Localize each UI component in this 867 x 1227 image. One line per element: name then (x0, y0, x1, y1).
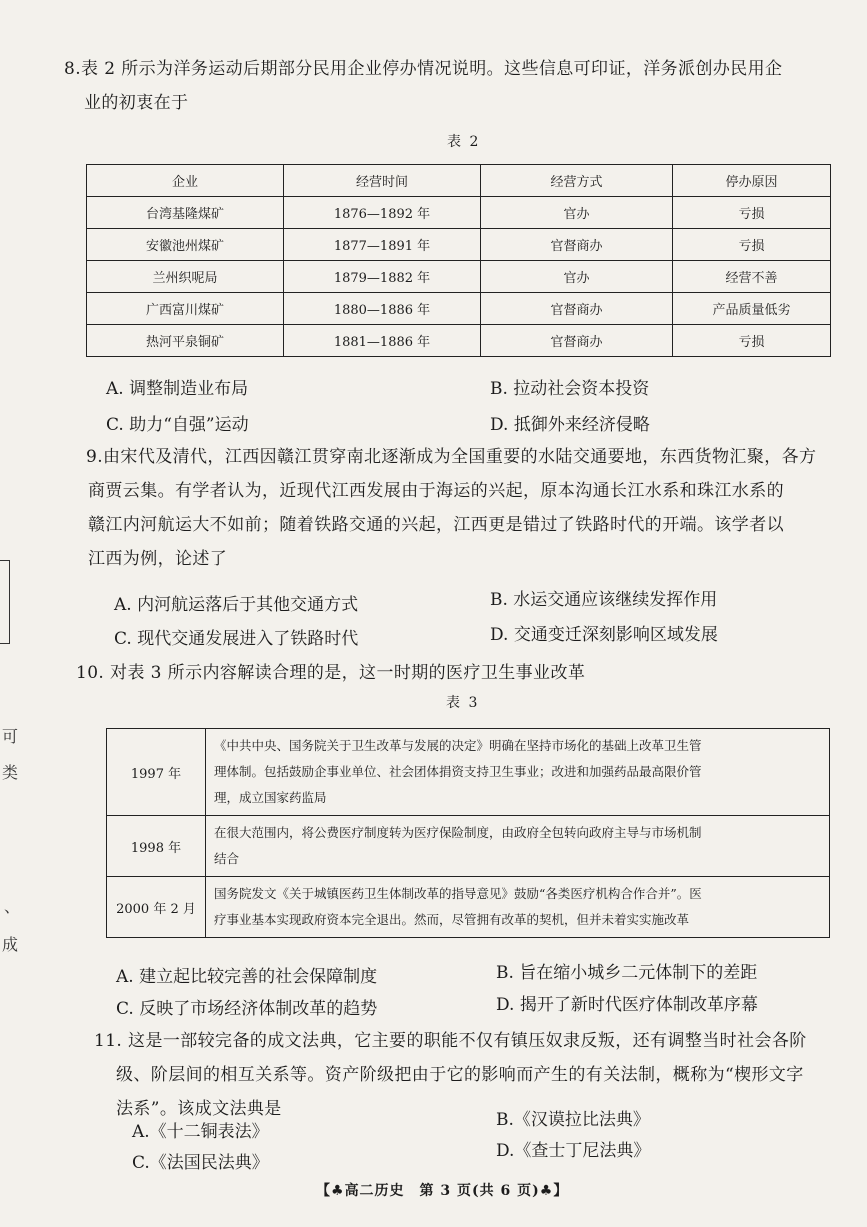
table-cell: 官办 (481, 197, 673, 229)
margin-mark: 类 (2, 763, 19, 782)
table-cell: 热河平泉铜矿 (87, 325, 284, 357)
table-header-cell: 停办原因 (673, 165, 831, 197)
table-cell: 1880—1886 年 (284, 293, 481, 325)
club-icon: ♣ (331, 1183, 345, 1199)
table-row (87, 197, 831, 229)
table-2 (86, 164, 831, 357)
table-row (87, 261, 831, 293)
table-cell: 官督商办 (481, 325, 673, 357)
table-cell: 台湾基隆煤矿 (87, 197, 284, 229)
option-a[interactable]: A. 调整制造业布局 (106, 379, 249, 399)
table-content-line: 理，成立国家药监局 (214, 790, 327, 805)
table-row (107, 816, 830, 877)
table-cell: 亏损 (673, 197, 831, 229)
club-icon: ♣ (539, 1183, 554, 1199)
table-content-line: 理体制。包括鼓励企事业单位、社会团体捐资支持卫生事业；改进和加强药品最高限价管 (214, 764, 702, 779)
option-a[interactable]: A. 内河航运落后于其他交通方式 (114, 595, 359, 615)
question-11-line: 法系”。该成文法典是 (116, 1099, 282, 1119)
question-8-line: 8.表 2 所示为洋务运动后期部分民用企业停办情况说明。这些信息可印证，洋务派创办民用企 (64, 59, 783, 79)
table-cell: 官办 (481, 261, 673, 293)
table-cell: 经营不善 (673, 261, 831, 293)
option-b[interactable]: B. 拉动社会资本投资 (490, 379, 650, 399)
table-cell: 产品质量低劣 (673, 293, 831, 325)
table-cell: 1881—1886 年 (284, 325, 481, 357)
table-cell: 兰州织呢局 (87, 261, 284, 293)
question-10-stem: 10. 对表 3 所示内容解读合理的是，这一时期的医疗卫生事业改革 (76, 663, 586, 683)
table-content-cell (206, 729, 830, 816)
margin-mark: 可 (2, 727, 19, 746)
option-c[interactable]: C. 现代交通发展进入了铁路时代 (114, 629, 359, 649)
table-year-cell: 1998 年 (107, 816, 206, 877)
question-11-stem (94, 1024, 864, 1126)
option-b[interactable]: B. 水运交通应该继续发挥作用 (490, 590, 718, 610)
table-3 (106, 728, 830, 938)
table-content-line: 在很大范围内，将公费医疗制度转为医疗保险制度，由政府全包转向政府主导与市场机制 (214, 825, 702, 840)
table-cell: 1877—1891 年 (284, 229, 481, 261)
table-cell: 亏损 (673, 229, 831, 261)
table-row (87, 229, 831, 261)
option-c[interactable]: C. 助力“自强”运动 (106, 415, 249, 435)
option-d[interactable]: D. 交通变迁深刻影响区域发展 (490, 625, 718, 645)
option-b[interactable]: B. 旨在缩小城乡二元体制下的差距 (496, 963, 758, 983)
page-edge-box (0, 560, 10, 644)
question-9-line: 商贾云集。有学者认为，近现代江西发展由于海运的兴起，原本沟通长江水系和珠江水系的 (88, 481, 784, 501)
table-content-line: 国务院发文《关于城镇医药卫生体制改革的指导意见》鼓励“各类医疗机构合作合并”。医 (214, 886, 702, 901)
option-b[interactable]: B.《汉谟拉比法典》 (496, 1110, 650, 1130)
table-header-row (87, 165, 831, 197)
footer-bracket: 】 (553, 1183, 569, 1199)
option-a[interactable]: A.《十二铜表法》 (132, 1122, 269, 1142)
table-cell: 亏损 (673, 325, 831, 357)
table-cell: 1876—1892 年 (284, 197, 481, 229)
table-cell: 广西富川煤矿 (87, 293, 284, 325)
question-9-line: 9.由宋代及清代，江西因赣江贯穿南北逐渐成为全国重要的水陆交通要地，东西货物汇聚，各方 (86, 447, 817, 467)
option-d[interactable]: D. 抵御外来经济侵略 (490, 415, 650, 435)
table-cell: 1879—1882 年 (284, 261, 481, 293)
table-3-caption: 表 3 (446, 695, 480, 711)
page-footer (316, 1180, 568, 1200)
question-11-line: 11. 这是一部较完备的成文法典，它主要的职能不仅有镇压奴隶反叛，还有调整当时社会各阶 (94, 1031, 807, 1051)
table-year-cell: 1997 年 (107, 729, 206, 816)
option-c[interactable]: C.《法国民法典》 (132, 1153, 269, 1173)
table-cell: 官督商办 (481, 229, 673, 261)
table-cell: 安徽池州煤矿 (87, 229, 284, 261)
table-content-cell (206, 816, 830, 877)
option-d[interactable]: D.《查士丁尼法典》 (496, 1141, 651, 1161)
table-header-cell: 企业 (87, 165, 284, 197)
table-content-line: 《中共中央、国务院关于卫生改革与发展的决定》明确在坚持市场化的基础上改革卫生管 (214, 738, 702, 753)
table-content-line: 疗事业基本实现政府资本完全退出。然而，尽管拥有改革的契机，但并未着实实施改革 (214, 912, 690, 927)
table-2-caption: 表 2 (447, 134, 481, 150)
table-header-cell: 经营方式 (481, 165, 673, 197)
option-c[interactable]: C. 反映了市场经济体制改革的趋势 (116, 999, 378, 1019)
option-a[interactable]: A. 建立起比较完善的社会保障制度 (116, 967, 378, 987)
table-row (87, 293, 831, 325)
question-9-stem (88, 440, 863, 576)
table-year-cell: 2000 年 2 月 (107, 877, 206, 938)
option-d[interactable]: D. 揭开了新时代医疗体制改革序幕 (496, 995, 758, 1015)
question-9-line: 江西为例，论述了 (88, 549, 228, 569)
question-11-line: 级、阶层间的相互关系等。资产阶级把由于它的影响而产生的有关法制，概称为“楔形文字 (116, 1065, 804, 1085)
table-row (107, 877, 830, 938)
table-row (107, 729, 830, 816)
footer-text: 高二历史 第 3 页(共 6 页) (344, 1183, 540, 1199)
question-8-line: 业的初衷在于 (84, 93, 189, 113)
margin-mark: 、 (4, 897, 21, 916)
table-row (87, 325, 831, 357)
table-header-cell: 经营时间 (284, 165, 481, 197)
question-9-line: 赣江内河航运大不如前；随着铁路交通的兴起，江西更是错过了铁路时代的开端。该学者以 (88, 515, 784, 535)
margin-mark: 成 (2, 935, 19, 954)
table-content-cell (206, 877, 830, 938)
question-8-stem (64, 52, 864, 120)
footer-bracket: 【 (316, 1183, 331, 1199)
table-content-line: 结合 (214, 851, 240, 866)
table-cell: 官督商办 (481, 293, 673, 325)
